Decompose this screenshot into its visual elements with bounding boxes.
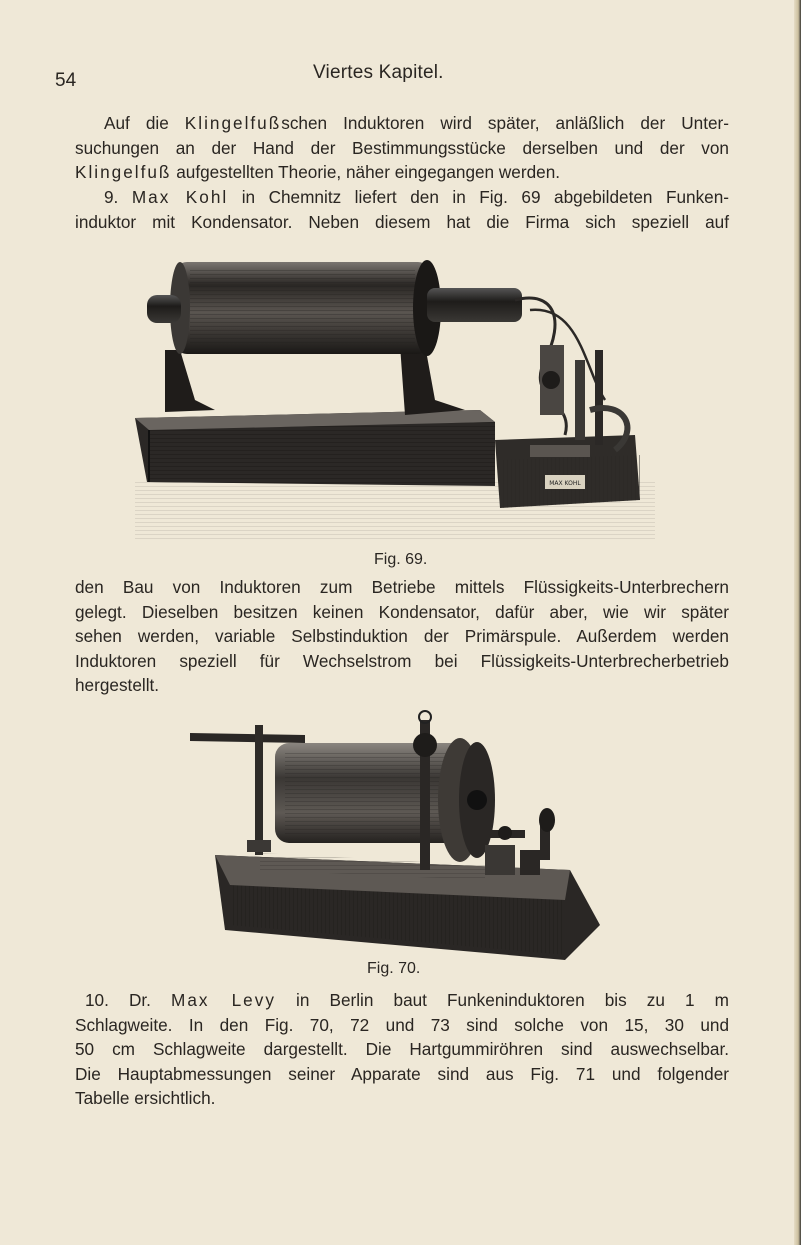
- paragraph-klingelfuss: [75, 111, 729, 185]
- text-line: Auf die Klingelfußschen Induktoren wird später, anläßlich der Unter-: [104, 113, 729, 133]
- maker-plate-text: MAX KOHL: [549, 480, 581, 487]
- figure-69-illustration: [135, 250, 655, 542]
- text-line: suchungen an der Hand der Bestimmungsstücke derselben und der von: [75, 137, 729, 158]
- text-line: Tabelle ersichtlich.: [75, 1088, 216, 1109]
- figure-70-caption: Fig. 70.: [367, 960, 421, 977]
- figure-69-caption: Fig. 69.: [374, 551, 428, 568]
- text-line: 50 cm Schlagweite dargestellt. Die Hartgummiröhren sind auswechselbar.: [75, 1039, 729, 1060]
- induction-coil-with-capacitor-engraving: [135, 250, 655, 542]
- text-line: induktor mit Kondensator. Neben diesem hat die Firma sich speziell auf: [75, 211, 729, 232]
- text-line: Induktoren speziell für Wechselstrom bei Flüssigkeits-Unterbrecherbetrieb: [75, 650, 729, 671]
- running-title: Viertes Kapitel.: [313, 62, 444, 83]
- text-line: den Bau von Induktoren zum Betriebe mittels Flüssigkeits-Unterbrechern: [75, 577, 729, 597]
- person-name: Klingelfuß: [184, 113, 282, 133]
- text-line: 10. Dr. Max Levy in Berlin baut Funkeninduktoren bis zu 1 m: [85, 990, 729, 1010]
- text-line: Schlagweite. In den Fig. 70, 72 und 73 sind solche von 15, 30 und: [75, 1014, 729, 1035]
- levy-induction-coil-engraving: [185, 705, 605, 965]
- figure-70-illustration: [185, 705, 605, 965]
- page-number: 54: [55, 70, 77, 91]
- paragraph-levy: [75, 988, 729, 1111]
- person-name: Klingelfuß: [75, 162, 172, 183]
- text-line: sehen werden, variable Selbstinduktion der Primärspule. Außerdem werden: [75, 626, 729, 647]
- text-line: hergestellt.: [75, 675, 160, 696]
- text-line: Die Hauptabmessungen seiner Apparate sind aus Fig. 71 und folgender: [75, 1063, 729, 1084]
- page-header: [55, 62, 711, 92]
- text-line: gelegt. Dieselben besitzen keinen Kondensator, dafür aber, wie wir später: [75, 601, 729, 622]
- text-line: Klingelfuß aufgestellten Theorie, näher eingegangen werden.: [75, 162, 561, 183]
- person-name: Max Kohl: [131, 187, 229, 207]
- page-edge: [794, 0, 801, 1245]
- text-line: 9. Max Kohl in Chemnitz liefert den in Fig. 69 abgebildeten Funken-: [104, 187, 730, 207]
- paragraph-fluessigkeits-unterbrecher: [75, 575, 729, 698]
- paragraph-kohl: [75, 185, 729, 234]
- person-name: Max Levy: [171, 990, 276, 1010]
